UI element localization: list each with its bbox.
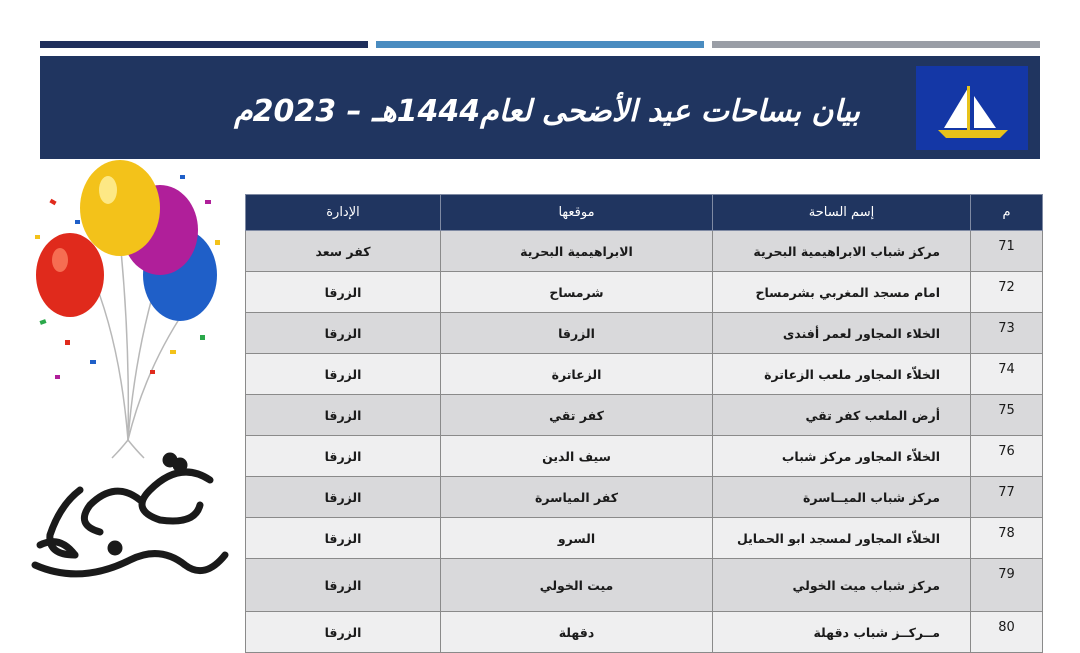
site-administration: الزرقا [246, 477, 441, 518]
row-number: 76 [971, 436, 1043, 477]
table-row [246, 231, 1043, 272]
eid-calligraphy-icon [35, 456, 225, 574]
table-row [246, 354, 1043, 395]
table-row [246, 313, 1043, 354]
table-header-row [246, 195, 1043, 231]
site-administration: الزرقا [246, 436, 441, 477]
eid-decoration [20, 160, 240, 590]
table-row [246, 477, 1043, 518]
row-number: 75 [971, 395, 1043, 436]
site-name: الخلاّء المجاور ملعب الزعاترة [713, 354, 971, 395]
table-row [246, 518, 1043, 559]
column-header-administration: الإدارة [246, 195, 441, 231]
site-name: امام مسجد المغربي بشرمساح [713, 272, 971, 313]
table-row [246, 395, 1043, 436]
site-location: سيف الدين [441, 436, 713, 477]
site-administration: الزرقا [246, 559, 441, 612]
top-divider-gray [712, 41, 1040, 48]
site-name: مركز شباب الابراهيمية البحرية [713, 231, 971, 272]
table-row [246, 272, 1043, 313]
row-number: 71 [971, 231, 1043, 272]
site-name: مركز شباب ميت الخولي [713, 559, 971, 612]
eid-squares-table [245, 194, 1043, 653]
top-divider-dark [40, 41, 368, 48]
site-administration: الزرقا [246, 272, 441, 313]
column-header-location: موقعها [441, 195, 713, 231]
site-location: الزعاترة [441, 354, 713, 395]
column-header-number: م [971, 195, 1043, 231]
row-number: 78 [971, 518, 1043, 559]
site-location: شرمساح [441, 272, 713, 313]
site-administration: الزرقا [246, 313, 441, 354]
site-name: الخلاّء المجاور لمسجد ابو الحمايل [713, 518, 971, 559]
site-name: مــركــز شباب دقهلة [713, 612, 971, 653]
top-divider-blue [376, 41, 704, 48]
site-location: الابراهيمية البحرية [441, 231, 713, 272]
site-name: الخلاء المجاور لعمر أفندى [713, 313, 971, 354]
site-location: ميت الخولي [441, 559, 713, 612]
site-name: أرض الملعب كفر تقي [713, 395, 971, 436]
table-row [246, 612, 1043, 653]
row-number: 80 [971, 612, 1043, 653]
sailboat-logo-icon [916, 66, 1028, 150]
site-administration: الزرقا [246, 612, 441, 653]
row-number: 72 [971, 272, 1043, 313]
row-number: 77 [971, 477, 1043, 518]
site-name: مركز شباب الميــاسرة [713, 477, 971, 518]
site-name: الخلاّء المجاور مركز شباب [713, 436, 971, 477]
table-row [246, 436, 1043, 477]
site-administration: كفر سعد [246, 231, 441, 272]
balloons-icon [35, 160, 220, 458]
page-title: بيان بساحات عيد الأضحى لعام1444هـ – 2023م [234, 94, 860, 129]
site-location: كفر المياسرة [441, 477, 713, 518]
site-administration: الزرقا [246, 354, 441, 395]
site-location: دقهلة [441, 612, 713, 653]
site-administration: الزرقا [246, 395, 441, 436]
table-row [246, 559, 1043, 612]
row-number: 79 [971, 559, 1043, 612]
site-location: الزرقا [441, 313, 713, 354]
site-administration: الزرقا [246, 518, 441, 559]
site-location: كفر تقي [441, 395, 713, 436]
column-header-site: إسم الساحة [713, 195, 971, 231]
site-location: السرو [441, 518, 713, 559]
title-banner [40, 56, 1040, 159]
row-number: 74 [971, 354, 1043, 395]
row-number: 73 [971, 313, 1043, 354]
